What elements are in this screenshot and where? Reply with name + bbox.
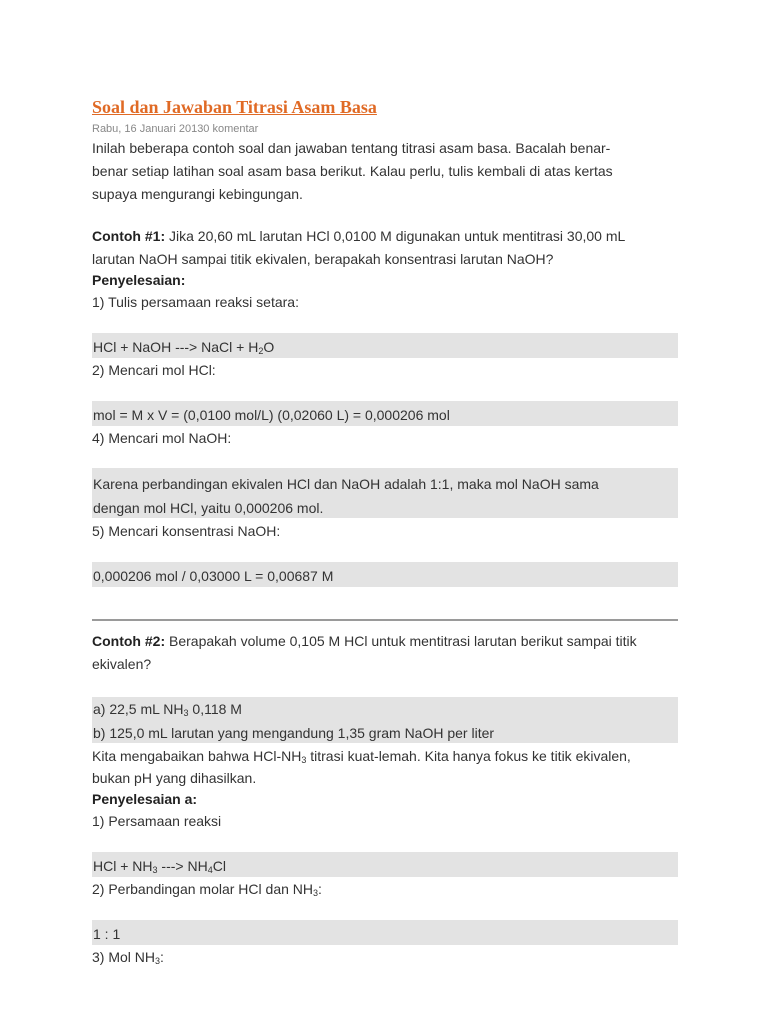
equation-text: HCl + $NH_3$ ---> $NH_4Cl$ — [93, 858, 226, 875]
equation-box — [92, 920, 678, 945]
post-meta: Rabu, 16 Januari 20130 komentar — [92, 123, 259, 135]
example1-solution-label: Penyelesaian: — [92, 272, 186, 288]
intro-line: benar setiap latihan soal asam basa berikut. Kalau perlu, tulis kembali di atas kertas — [92, 163, 613, 179]
equation-text: 1 : 1 — [93, 926, 121, 942]
equation-text: mol = M x V = (0,0100 mol/L) (0,02060 L) = 0,000206 mol — [93, 407, 450, 423]
example2-step1: 1) Persamaan reaksi — [92, 813, 222, 829]
equation-box — [92, 401, 678, 426]
example2-question-cont: ekivalen? — [92, 656, 152, 672]
equation-text: Karena perbandingan ekivalen HCl dan NaOH adalah 1:1, maka mol NaOH sama — [93, 476, 599, 492]
example1-question-text: Jika 20,60 mL larutan HCl 0,0100 M digunakan untuk mentitrasi 30,00 mL — [169, 228, 626, 244]
equation-box — [92, 562, 678, 587]
example1-step5: 5) Mencari konsentrasi NaOH: — [92, 523, 281, 539]
example2-note-cont: bukan pH yang dihasilkan. — [92, 770, 257, 786]
section-divider — [92, 619, 678, 621]
example1-label: Contoh #1: — [92, 228, 166, 244]
equation-box — [92, 333, 678, 358]
example1-step4: 4) Mencari mol NaOH: — [92, 430, 232, 446]
example1-step2: 2) Mencari mol HCl: — [92, 362, 216, 378]
option-b: b) 125,0 mL larutan yang mengandung 1,35 gram NaOH per liter — [93, 725, 495, 741]
example1-question — [92, 226, 625, 246]
intro-line: Inilah beberapa contoh soal dan jawaban tentang titrasi asam basa. Bacalah benar- — [92, 140, 611, 156]
example2-step2: 2) Perbandingan molar HCl dan $NH_3$: — [92, 881, 322, 898]
equation-text: 0,000206 mol / 0,03000 L = 0,00687 M — [93, 568, 334, 584]
option-a: a) 22,5 mL $NH_3$ 0,118 M — [93, 701, 242, 718]
example2-question — [92, 631, 637, 651]
post-title[interactable]: Soal dan Jawaban Titrasi Asam Basa — [92, 97, 377, 117]
example2-note: Kita mengabaikan bahwa HCl-$NH_3$ titrasi kuat-lemah. Kita hanya fokus ke titik ekivalen, — [92, 748, 631, 765]
intro-line: supaya mengurangi kebingungan. — [92, 186, 303, 202]
example1-question-cont: larutan NaOH sampai titik ekivalen, berapakah konsentrasi larutan NaOH? — [92, 251, 554, 267]
example2-solution-label: Penyelesaian a: — [92, 791, 198, 807]
equation-text: HCl + NaOH ---> NaCl + $H_2O$ — [93, 339, 275, 356]
equation-box — [92, 468, 678, 518]
example2-step3: 3) Mol $NH_3$: — [92, 949, 164, 966]
equation-text: dengan mol HCl, yaitu 0,000206 mol. — [93, 500, 324, 516]
example2-question-text: Berapakah volume 0,105 M HCl untuk mentitrasi larutan berikut sampai titik — [169, 633, 637, 649]
example2-label: Contoh #2: — [92, 633, 166, 649]
equation-box — [92, 852, 678, 877]
options-box — [92, 697, 678, 743]
example1-step1: 1) Tulis persamaan reaksi setara: — [92, 294, 299, 310]
